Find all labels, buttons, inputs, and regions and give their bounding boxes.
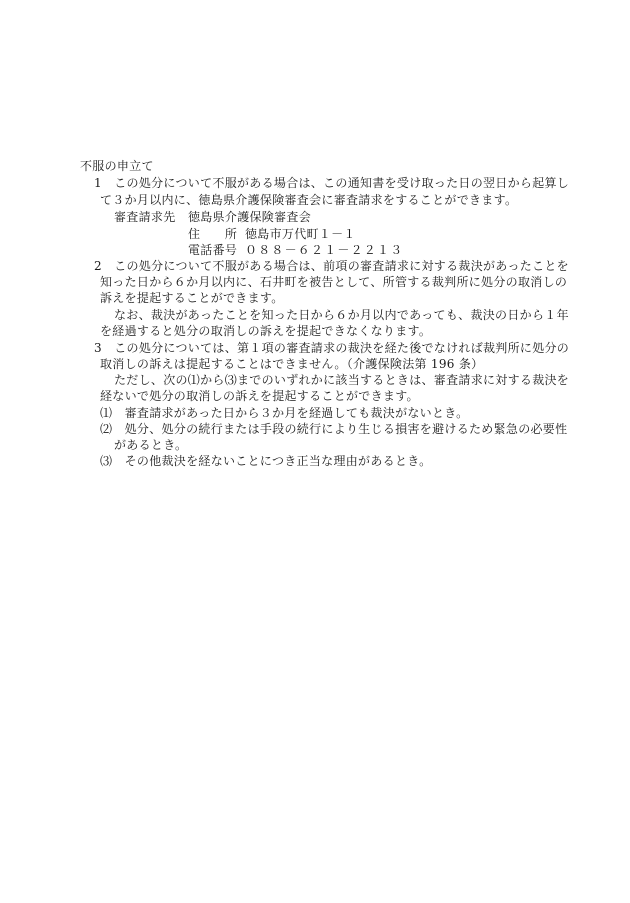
clause-3-line-3: ただし、次の⑴から⑶までのいずれかに該当するときは、審査請求に対する裁決を <box>114 373 570 387</box>
clause-1-line-2: て３か月以内に、徳島県介護保険審査会に審査請求をすることができます。 <box>100 193 518 207</box>
clause-3-line-1: 3 この処分については、第１項の審査請求の裁決を経た後でなければ裁判所に処分の <box>94 341 570 355</box>
address-label: 住 所 <box>188 227 238 241</box>
clause-3-item-3: ⑶ その他裁決を経ないことにつき正当な理由があるとき。 <box>100 454 432 468</box>
clause-3-line-2: 取消しの訴えは提起することはできません。（介護保険法第 196 条） <box>100 357 484 371</box>
clause-2-line-4: なお、裁決があったことを知った日から６か月以内であっても、裁決の日から１年 <box>114 308 569 322</box>
section-heading: 不服の申立て <box>80 159 154 173</box>
clause-2-line-5: を経過すると処分の取消しの訴えを提起できなくなります。 <box>100 324 432 338</box>
clause-2-line-2: 知った日から６か月以内に、石井町を被告として、所管する裁判所に処分の取消しの <box>100 275 568 289</box>
clause-2-line-1: 2 この処分について不服がある場合は、前項の審査請求に対する裁決があったことを <box>94 259 569 273</box>
clause-3-line-4: 経ないで処分の取消しの訴えを提起することができます。 <box>100 389 419 403</box>
request-destination-name: 徳島県介護保険審査会 <box>188 210 312 224</box>
clause-3-item-2-line-1: ⑵ 処分、処分の続行または手段の続行により生じる損害を避けるため緊急の必要性 <box>100 422 568 436</box>
clause-3-item-2-line-2: があるとき。 <box>114 438 188 452</box>
clause-2-line-3: 訴えを提起することができます。 <box>100 291 284 305</box>
request-destination-label: 審査請求先 <box>114 210 176 224</box>
phone-label: 電話番号 <box>188 243 238 257</box>
address-value: 徳島市万代町１－１ <box>245 227 356 241</box>
clause-3-item-1: ⑴ 審査請求があった日から３か月を経過しても裁決がないとき。 <box>100 406 469 420</box>
clause-1-line-1: 1 この処分について不服がある場合は、この通知書を受け取った日の翌日から起算し <box>94 176 570 190</box>
phone-value: ０８８－６２１－２２１３ <box>245 243 404 257</box>
